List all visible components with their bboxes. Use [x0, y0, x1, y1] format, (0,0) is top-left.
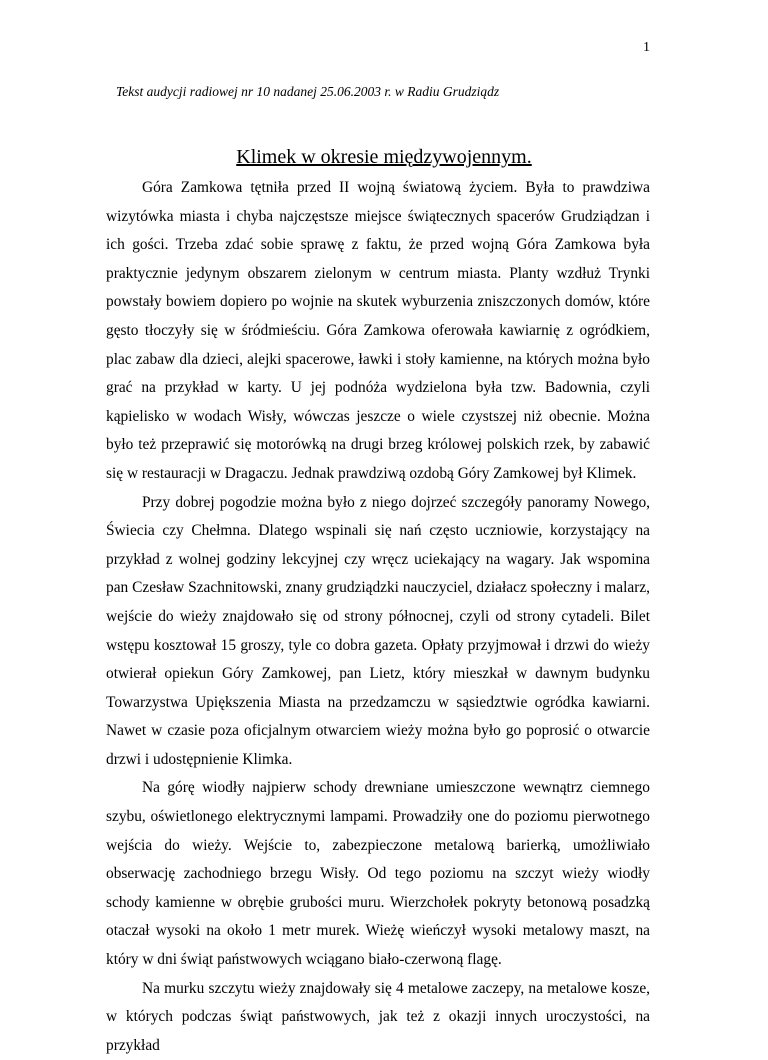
broadcast-subtitle: Tekst audycji radiowej nr 10 nadanej 25.06.2003 r. w Radiu Grudziądz [116, 84, 500, 99]
paragraph: Przy dobrej pogodzie można było z niego dojrzeć szczegóły panoramy Nowego, Świecia czy Chełmna. Dlatego wspinali się nań często uczniowie, korzystający na przykład z wolnej godziny lekcyjnej czy wręcz uciekający na wagary. Jak wspomina pan Czesław Szachnitowski, znany grudziądzki nauczyciel, działacz społeczny i malarz, wejście do wieży znajdowało się od strony północnej, czyli od strony cytadeli. Bilet wstępu kosztował 15 groszy, tyle co dobra gazeta. Opłaty przyjmował i drzwi do wieży otwierał opiekun Góry Zamkowej, pan Lietz, który mieszkał w dawnym budynku Towarzystwa Upiększenia Miasta na przedzamczu w sąsiedztwie ogródka kawiarni. Nawet w czasie poza oficjalnym otwarciem wieży można było go poprosić o otwarcie drzwi i udostępnienie Klimka. [106, 493, 650, 768]
paragraph: Na górę wiodły najpierw schody drewniane umieszczone wewnątrz ciemnego szybu, oświetlonego elektrycznymi lampami. Prowadziły one do poziomu pierwotnego wejścia do wieży. Wejście to, zabezpieczone metalową barierką, umożliwiało obserwację zachodniego brzegu Wisły. Od tego poziomu na szczyt wieży wiodły schody kamienne w obrębie grubości muru. Wierzchołek pokryty betonową posadzką otaczał wysoki na około 1 metr murek. Wieżę wieńczył wysoki metalowy maszt, na który w dni świąt państwowych wciągano biało-czerwoną flagę. [106, 779, 650, 969]
page-number: 1 [643, 40, 650, 55]
paragraph: Góra Zamkowa tętniła przed II wojną światową życiem. Była to prawdziwa wizytówka miasta i chyba najczęstsze miejsce świątecznych spacerów Grudziądzan i ich gości. Trzeba zdać sobie sprawę z faktu, że przed wojną Góra Zamkowa była praktycznie jedynym obszarem zielonym w centrum miasta. Planty wzdłuż Trynki powstały bowiem dopiero po wojnie na skutek wyburzenia zniszczonych domów, które gęsto tłoczyły się w śródmieściu. Góra Zamkowa oferowała kawiarnię z ogródkiem, plac zabaw dla dzieci, alejki spacerowe, ławki i stoły kamienne, na których można było grać na przykład w karty. U jej podnóża wydzielona była tzw. Badownia, czyli kąpielisko w wodach Wisły, wówczas jeszcze o wiele czystszej niż obecnie. Można było też przeprawić się motorówką na drugi brzeg królowej polskich rzek, by zabawić się w restauracji w Dragaczu. Jednak prawdziwą ozdobą Góry Zamkowej był Klimek. [106, 179, 650, 482]
document-title: Klimek w okresie międzywojennym. [236, 146, 532, 168]
paragraph: Na murku szczytu wieży znajdowały się 4 metalowe zaczepy, na metalowe kosze, w których podczas świąt państwowych, jak też z okazji innych uroczystości, na przykład [106, 979, 650, 1054]
document-body [106, 174, 650, 1060]
